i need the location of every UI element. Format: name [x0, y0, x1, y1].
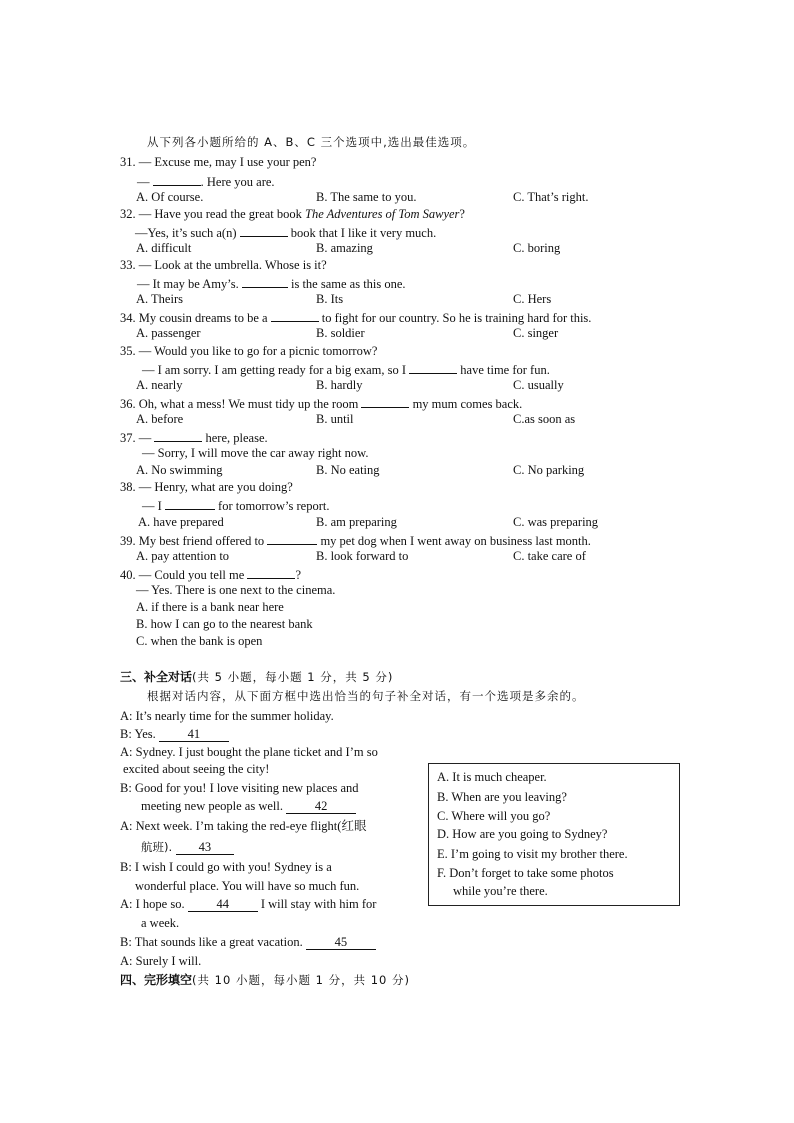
blank[interactable] [267, 532, 317, 545]
question-39: 39. My best friend offered to my pet dog when I went away on business last month. [120, 534, 591, 548]
dialogue-line: 航班). 43 [141, 840, 234, 855]
question-31: 31. — Excuse me, may I use your pen? [120, 155, 317, 169]
box-option-e[interactable]: E. I’m going to visit my brother there. [437, 847, 628, 861]
question-35: 35. — Would you like to go for a picnic tomorrow? [120, 344, 378, 358]
question-38-answer: — I for tomorrow’s report. [142, 499, 330, 513]
question-35-answer: — I am sorry. I am getting ready for a big exam, so I have time for fun. [142, 363, 550, 377]
option-c[interactable]: C. was preparing [513, 515, 599, 529]
blank[interactable] [247, 566, 295, 579]
option-b[interactable]: B. The same to you. [316, 190, 417, 204]
option-c[interactable]: C. usually [513, 378, 564, 392]
blank[interactable] [153, 173, 201, 186]
dialogue-line: A: I hope so. 44 I will stay with him for [120, 897, 377, 911]
option-b[interactable]: B. how I can go to the nearest bank [136, 617, 313, 631]
question-37-answer: — Sorry, I will move the car away right now. [142, 446, 369, 460]
option-b[interactable]: B. until [316, 412, 354, 426]
dialogue-line: A: Next week. I’m taking the red-eye flight(红眼 [120, 819, 367, 833]
question-33-answer: — It may be Amy’s. is the same as this one. [137, 277, 406, 291]
question-40-answer: — Yes. There is one next to the cinema. [136, 583, 336, 597]
option-c[interactable]: C. singer [513, 326, 559, 340]
option-c[interactable]: C. when the bank is open [136, 634, 263, 648]
option-b[interactable]: B. am preparing [316, 515, 397, 529]
option-c[interactable]: C. No parking [513, 463, 585, 477]
blank[interactable] [271, 309, 319, 322]
dialogue-line: B: Good for you! I love visiting new places and [120, 781, 359, 795]
blank[interactable] [242, 275, 288, 288]
blank-43[interactable]: 43 [176, 841, 234, 855]
dialogue-line: A: It’s nearly time for the summer holiday. [120, 709, 334, 723]
box-option-d[interactable]: D. How are you going to Sydney? [437, 827, 608, 841]
blank-45[interactable]: 45 [306, 936, 376, 950]
instruction: 从下列各小题所给的 A、B、C 三个选项中,选出最佳选项。 [147, 135, 476, 149]
blank-41[interactable]: 41 [159, 728, 229, 742]
option-b[interactable]: B. hardly [316, 378, 363, 392]
question-37: 37. — here, please. [120, 431, 268, 445]
question-33: 33. — Look at the umbrella. Whose is it? [120, 258, 327, 272]
box-option-f[interactable]: F. Don’t forget to take some photos [437, 866, 614, 880]
dialogue-line: wonderful place. You will have so much fun. [135, 879, 360, 893]
dialogue-line: A: Sydney. I just bought the plane ticket and I’m so [120, 745, 378, 759]
dialogue-line: a week. [141, 916, 180, 930]
option-a[interactable]: A. difficult [136, 241, 192, 255]
option-c[interactable]: C. That’s right. [513, 190, 589, 204]
option-c[interactable]: C. boring [513, 241, 561, 255]
question-38: 38. — Henry, what are you doing? [120, 480, 293, 494]
question-31-answer: — . Here you are. [137, 175, 275, 189]
option-c[interactable]: C. take care of [513, 549, 586, 563]
dialogue-line: B: I wish I could go with you! Sydney is a [120, 860, 332, 874]
option-a[interactable]: A. if there is a bank near here [136, 600, 284, 614]
dialogue-line: A: Surely I will. [120, 954, 202, 968]
dialogue-line: B: Yes. 41 [120, 727, 229, 742]
option-b[interactable]: B. amazing [316, 241, 373, 255]
section-4-heading: 四、完形填空(共 10 小题，每小题 1 分，共 10 分) [120, 973, 411, 987]
blank[interactable] [240, 224, 288, 237]
section-3-heading: 三、补全对话(共 5 小题，每小题 1 分，共 5 分) [120, 670, 394, 684]
question-32-answer: —Yes, it’s such a(n) book that I like it very much. [135, 226, 437, 240]
question-32: 32. — Have you read the great book The Adventures of Tom Sawyer? [120, 207, 465, 221]
box-option-b[interactable]: B. When are you leaving? [437, 790, 567, 804]
blank[interactable] [165, 497, 215, 510]
box-option-c[interactable]: C. Where will you go? [437, 809, 551, 823]
option-c[interactable]: C. Hers [513, 292, 552, 306]
blank[interactable] [361, 395, 409, 408]
dialogue-line: meeting new people as well. 42 [141, 799, 356, 814]
option-a[interactable]: A. Of course. [136, 190, 204, 204]
option-a[interactable]: A. have prepared [138, 515, 224, 529]
blank[interactable] [154, 429, 202, 442]
option-a[interactable]: A. before [136, 412, 184, 426]
question-36: 36. Oh, what a mess! We must tidy up the room my mum comes back. [120, 397, 523, 411]
option-c[interactable]: C.as soon as [513, 412, 576, 426]
box-option-f-continued: while you’re there. [453, 884, 548, 898]
blank[interactable] [409, 361, 457, 374]
option-b[interactable]: B. No eating [316, 463, 380, 477]
dialogue-line: B: That sounds like a great vacation. 45 [120, 935, 376, 950]
question-34: 34. My cousin dreams to be a to fight for our country. So he is training hard for this. [120, 311, 592, 325]
dialogue-line: excited about seeing the city! [123, 762, 270, 776]
option-a[interactable]: A. pay attention to [136, 549, 230, 563]
option-b[interactable]: B. look forward to [316, 549, 409, 563]
blank-42[interactable]: 42 [286, 800, 356, 814]
section-3-instruction: 根据对话内容，从下面方框中选出恰当的句子补全对话，有一个选项是多余的。 [147, 689, 585, 703]
option-a[interactable]: A. nearly [136, 378, 183, 392]
option-a[interactable]: A. No swimming [136, 463, 223, 477]
option-a[interactable]: A. passenger [136, 326, 201, 340]
option-a[interactable]: A. Theirs [136, 292, 183, 306]
question-40: 40. — Could you tell me ? [120, 568, 301, 582]
option-b[interactable]: B. Its [316, 292, 344, 306]
box-option-a[interactable]: A. It is much cheaper. [437, 770, 547, 784]
blank-44[interactable]: 44 [188, 898, 258, 912]
option-b[interactable]: B. soldier [316, 326, 365, 340]
